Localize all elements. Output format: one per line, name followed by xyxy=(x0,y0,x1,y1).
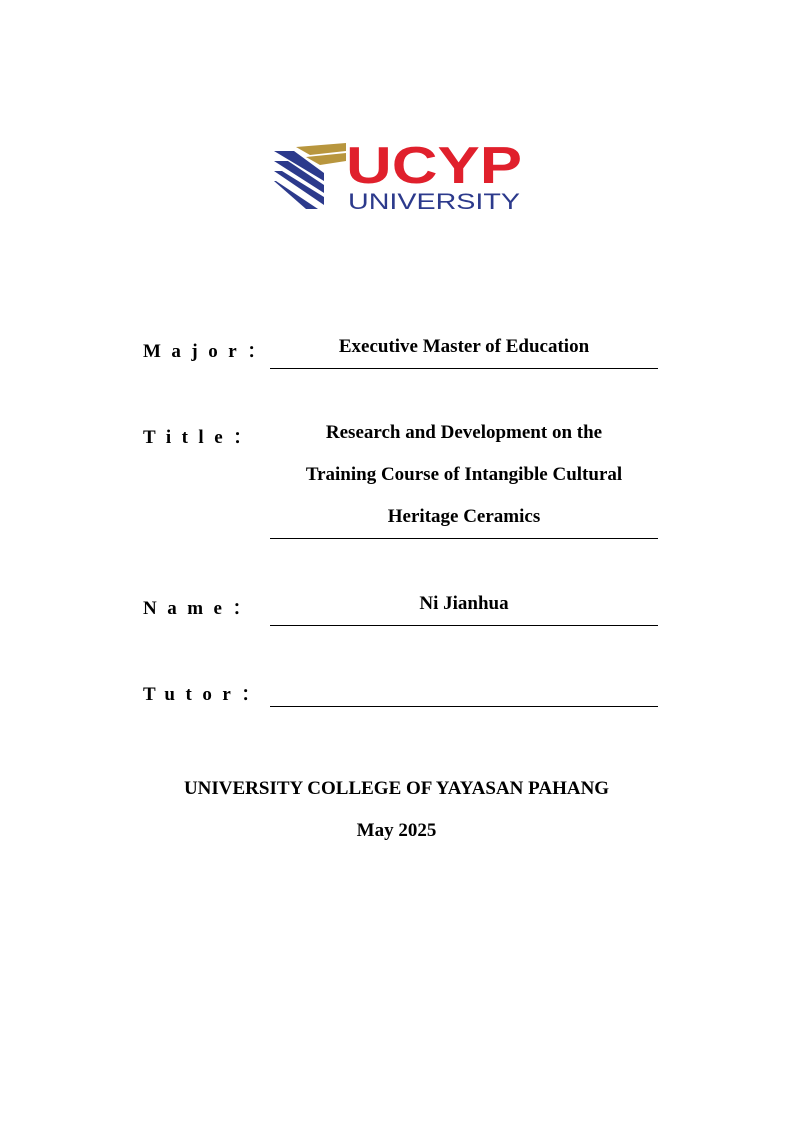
name-value: Ni Jianhua xyxy=(419,593,509,614)
title-line-1: Research and Development on the xyxy=(325,422,603,443)
submission-date: May 2025 xyxy=(356,820,437,841)
logo-subtitle: UNIVERSITY xyxy=(348,189,521,214)
name-label: Name： xyxy=(143,598,262,619)
university-logo xyxy=(266,133,528,217)
major-label: Major： xyxy=(143,341,277,362)
institution-name: UNIVERSITY COLLEGE OF YAYASAN PAHANG xyxy=(183,778,610,799)
name-field xyxy=(270,583,658,626)
title-label: Title： xyxy=(143,427,263,448)
logo-wordmark: UCYP xyxy=(346,137,522,195)
major-field xyxy=(270,326,658,369)
title-line-3: Heritage Ceramics xyxy=(387,506,541,527)
major-value: Executive Master of Education xyxy=(338,336,590,357)
tutor-field xyxy=(270,664,658,707)
tutor-label: Tutor： xyxy=(143,684,271,705)
title-line-2: Training Course of Intangible Cultural xyxy=(305,464,623,485)
title-field xyxy=(270,412,658,539)
